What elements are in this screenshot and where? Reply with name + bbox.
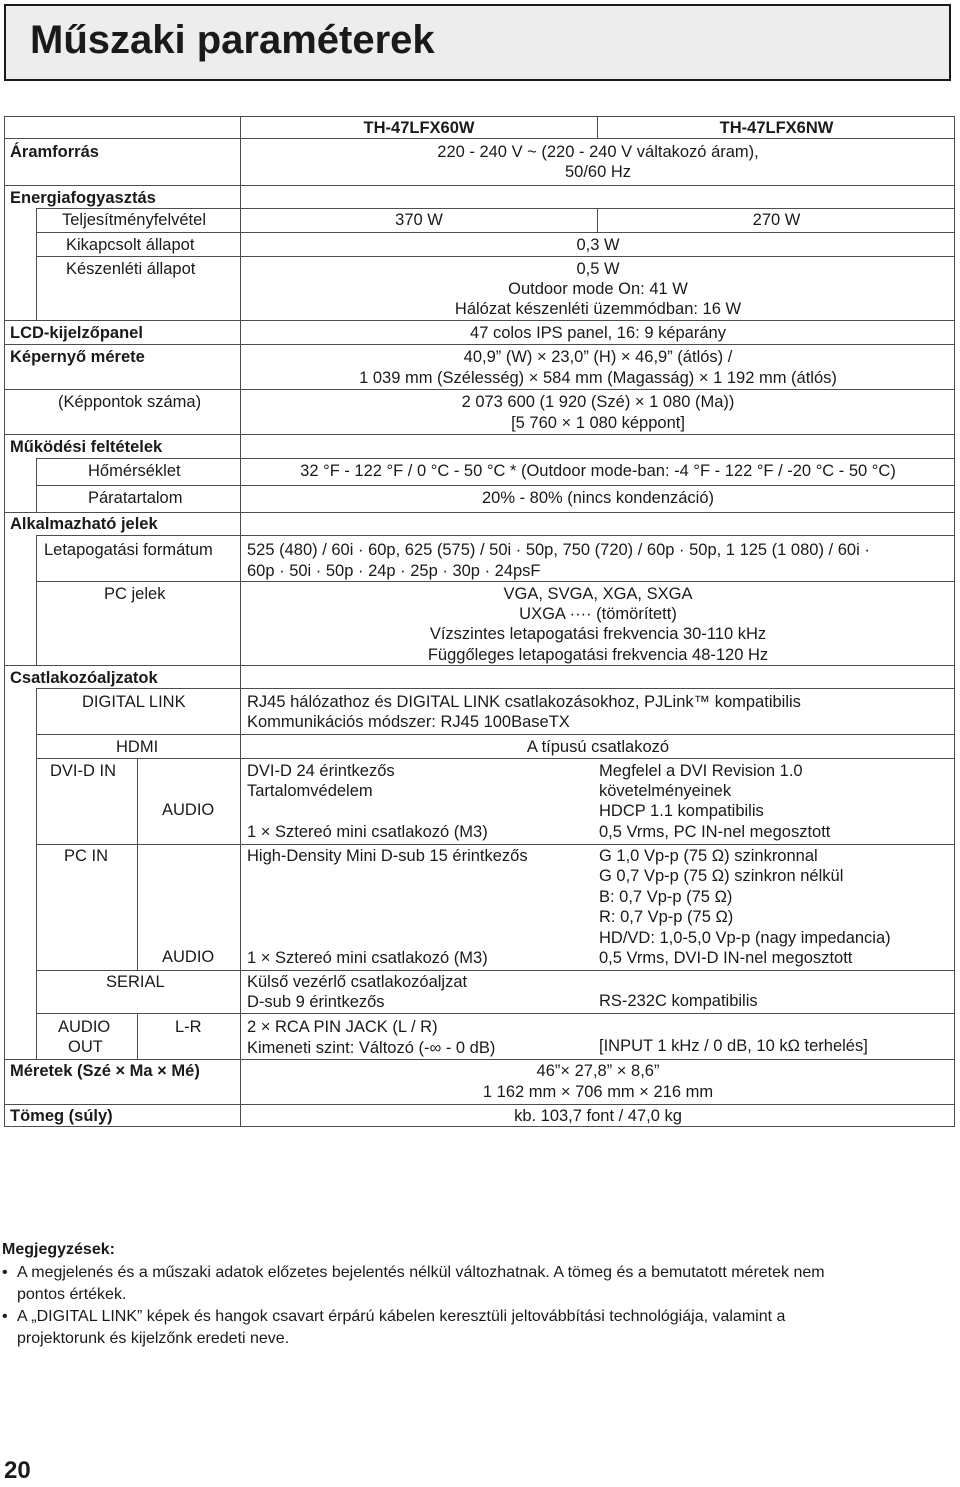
hline — [4, 320, 955, 321]
pc-signals-value-2: UXGA ···· (tömörített) — [519, 605, 677, 623]
hline — [36, 232, 955, 233]
rated-power-b: 270 W — [752, 211, 801, 229]
hline — [36, 734, 955, 735]
audio-out-right: [INPUT 1 kHz / 0 dB, 10 kΩ terhelés] — [599, 1037, 868, 1055]
dvi-audio-right: 0,5 Vrms, PC IN-nel megosztott — [599, 823, 831, 841]
hline — [36, 758, 955, 759]
hline — [36, 970, 955, 971]
hline — [36, 688, 955, 689]
dimensions-label: Méretek (Szé × Ma × Mé) — [10, 1062, 200, 1080]
hline — [4, 185, 955, 186]
hdmi-label: HDMI — [116, 738, 159, 756]
power-value-2: 50/60 Hz — [564, 163, 632, 181]
pixels-value-2: [5 760 × 1 080 képpont] — [511, 414, 685, 432]
serial-right: RS-232C kompatibilis — [599, 992, 758, 1010]
page-number: 20 — [4, 1457, 31, 1484]
weight-label: Tömeg (súly) — [10, 1107, 113, 1125]
hline — [36, 535, 955, 536]
pc-signals-value-3: Vízszintes letapogatási frekvencia 30-110 kHz — [429, 625, 767, 643]
serial-label: SERIAL — [106, 973, 165, 991]
bullet-1: • — [2, 1264, 8, 1281]
hline — [4, 434, 955, 435]
hline — [36, 844, 955, 845]
indent-line-consumption — [36, 208, 37, 320]
weight-value: kb. 103,7 font / 47,0 kg — [514, 1107, 682, 1125]
model-b-header: TH-47LFX6NW — [719, 119, 834, 137]
hline — [4, 344, 955, 345]
dimensions-value-2: 1 162 mm × 706 mm × 216 mm — [482, 1083, 714, 1101]
pc-in-right-2: G 0,7 Vp-p (75 Ω) szinkron nélkül — [599, 867, 844, 885]
pc-audio-right: 0,5 Vrms, DVI-D IN-nel megosztott — [599, 949, 853, 967]
pc-in-left-1: High-Density Mini D-sub 15 érintkezős — [247, 847, 528, 865]
digital-link-value-1: RJ45 hálózathoz és DIGITAL LINK csatlakozásokhoz, PJLink™ kompatibilis — [247, 693, 801, 711]
dvi-right-3: HDCP 1.1 kompatibilis — [599, 802, 764, 820]
note-1-line-2: pontos értékek. — [17, 1286, 127, 1303]
pc-audio-label: AUDIO — [162, 948, 215, 966]
audio-out-lr-label: L-R — [175, 1018, 202, 1036]
dvi-audio-left: 1 × Sztereó mini csatlakozó (M3) — [247, 823, 488, 841]
lcd-label: LCD-kijelzőpanel — [10, 324, 143, 342]
rated-power-a: 370 W — [395, 211, 443, 229]
pc-signals-value-1: VGA, SVGA, XGA, SXGA — [503, 585, 693, 603]
digital-link-label: DIGITAL LINK — [82, 693, 186, 711]
dimensions-value-1: 46”× 27,8” × 8,6” — [536, 1062, 660, 1080]
scan-format-value-2: 60p · 50i · 50p · 24p · 25p · 30p · 24psF — [247, 562, 541, 580]
notes-heading: Megjegyzések: — [2, 1241, 115, 1258]
standby-value-1: 0,5 W — [576, 260, 620, 278]
pc-signals-label: PC jelek — [104, 585, 166, 603]
screen-size-value-2: 1 039 mm (Szélesség) × 584 mm (Magasság) × 1 192 mm (átlós) — [359, 369, 837, 387]
note-1-line-1: A megjelenés és a műszaki adatok előzetes bejelentés nélkül változhatnak. A tömeg és a bemutatott méretek nem — [17, 1264, 825, 1281]
hline — [36, 485, 955, 486]
indent-line-audio-out — [137, 1013, 138, 1059]
dvi-label: DVI-D IN — [50, 762, 116, 780]
hline — [4, 389, 955, 390]
hline — [4, 138, 955, 139]
signals-label: Alkalmazható jelek — [10, 515, 158, 533]
humidity-label: Páratartalom — [88, 489, 183, 507]
connectors-label: Csatlakozóaljzatok — [10, 669, 158, 687]
dvi-right-2: követelményeinek — [599, 782, 732, 800]
humidity-value: 20% - 80% (nincs kondenzáció) — [481, 489, 715, 507]
hdmi-value: A típusú csatlakozó — [526, 738, 670, 756]
screen-size-label: Képernyő mérete — [10, 348, 145, 366]
indent-line-signals — [36, 535, 37, 665]
hline — [4, 1059, 955, 1060]
model-a-header: TH-47LFX60W — [363, 119, 475, 137]
serial-left-1: Külső vezérlő csatlakozóaljzat — [247, 973, 468, 991]
temperature-label: Hőmérséklet — [88, 462, 181, 480]
dvi-left-1: DVI-D 24 érintkezős — [247, 762, 395, 780]
pc-audio-left: 1 × Sztereó mini csatlakozó (M3) — [247, 949, 488, 967]
note-2-line-1: A „DIGITAL LINK” képek és hangok csavart érpárú kábelen keresztüli jeltovábbítási technológiája, valamint a — [17, 1308, 786, 1325]
operating-label: Működési feltételek — [10, 438, 163, 456]
screen-size-value-1: 40,9” (W) × 23,0” (H) × 46,9” (átlós) / — [463, 348, 733, 366]
pixels-value-1: 2 073 600 (1 920 (Szé) × 1 080 (Ma)) — [461, 393, 735, 411]
off-state-label: Kikapcsolt állapot — [66, 236, 195, 254]
power-label: Áramforrás — [10, 143, 99, 161]
hline — [36, 208, 955, 209]
digital-link-value-2: Kommunikációs módszer: RJ45 100BaseTX — [247, 713, 570, 731]
lcd-value: 47 colos IPS panel, 16: 9 képarány — [470, 324, 726, 342]
hline — [36, 1013, 955, 1014]
serial-left-2: D-sub 9 érintkezős — [247, 993, 385, 1011]
standby-value-3: Hálózat készenléti üzemmódban: 16 W — [454, 300, 742, 318]
indent-line-dvi — [137, 758, 138, 844]
audio-out-label-2: OUT — [68, 1038, 103, 1056]
hline — [36, 581, 955, 582]
power-value-1: 220 - 240 V ~ (220 - 240 V váltakozó áram), — [437, 143, 759, 161]
pc-in-right-4: R: 0,7 Vp-p (75 Ω) — [599, 908, 734, 926]
page-title: Műszaki paraméterek — [30, 18, 435, 62]
scan-format-value-1: 525 (480) / 60i · 60p, 625 (575) / 50i · 50p, 750 (720) / 60p · 50p, 1 125 (1 080) / 60i · — [247, 541, 870, 559]
scan-format-label: Letapogatási formátum — [44, 541, 213, 559]
pc-in-right-3: B: 0,7 Vp-p (75 Ω) — [599, 888, 733, 906]
consumption-label: Energiafogyasztás — [10, 189, 156, 207]
hline — [4, 1104, 955, 1105]
audio-out-left-1: 2 × RCA PIN JACK (L / R) — [247, 1018, 438, 1036]
standby-value-2: Outdoor mode On: 41 W — [508, 280, 688, 298]
hline — [36, 458, 955, 459]
dvi-left-2: Tartalomvédelem — [247, 782, 373, 800]
rated-power-label: Teljesítményfelvétel — [62, 211, 206, 229]
pixels-label: (Képpontok száma) — [58, 393, 202, 411]
hline — [4, 512, 955, 513]
dvi-audio-label: AUDIO — [162, 801, 215, 819]
audio-out-left-2: Kimeneti szint: Változó (-∞ - 0 dB) — [247, 1039, 496, 1057]
note-2-line-2: projektorunk és kijelzőnk eredeti neve. — [17, 1330, 290, 1347]
pc-in-label: PC IN — [64, 847, 109, 865]
indent-line-connectors — [36, 688, 37, 1059]
off-state-value: 0,3 W — [576, 236, 620, 254]
pc-in-right-1: G 1,0 Vp-p (75 Ω) szinkronnal — [599, 847, 818, 865]
dvi-right-1: Megfelel a DVI Revision 1.0 — [599, 762, 803, 780]
audio-out-label-1: AUDIO — [58, 1018, 111, 1036]
indent-line-pc — [137, 844, 138, 970]
temperature-value: 32 °F - 122 °F / 0 °C - 50 °C * (Outdoor mode-ban: -4 °F - 122 °F / -20 °C - 50 °C) — [300, 462, 896, 480]
bullet-2: • — [2, 1308, 8, 1325]
pc-in-right-5: HD/VD: 1,0-5,0 Vp-p (nagy impedancia) — [599, 929, 891, 947]
hline — [36, 256, 955, 257]
standby-label: Készenléti állapot — [66, 260, 196, 278]
hline — [4, 665, 955, 666]
pc-signals-value-4: Függőleges letapogatási frekvencia 48-120 Hz — [427, 646, 769, 664]
